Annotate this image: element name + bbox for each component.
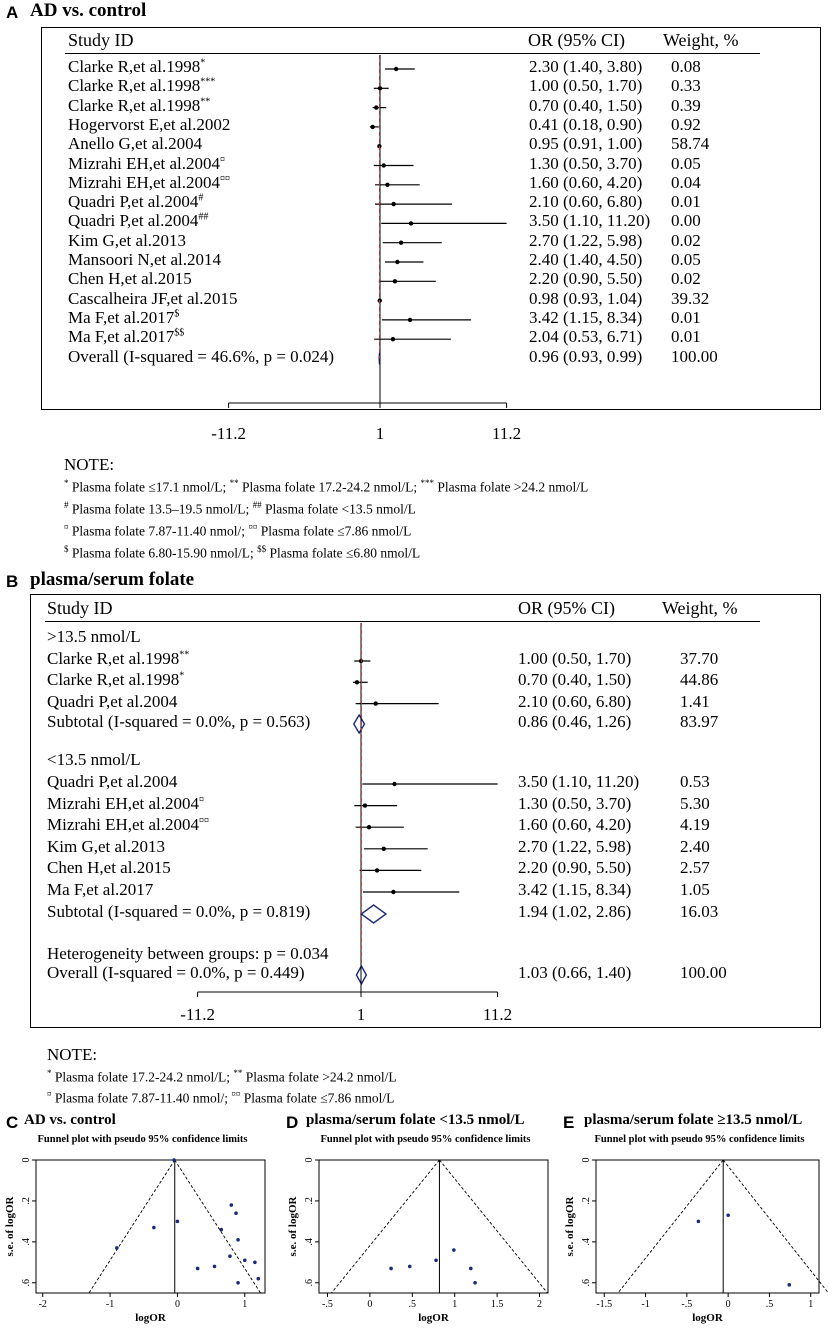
x-tick-label: -.5 (681, 1299, 693, 1310)
y-tick-label: .2 (304, 1197, 315, 1205)
subtotal-1-diamond (354, 715, 365, 733)
y-tick-label: .6 (304, 1279, 315, 1287)
study-label: Ma F,et al.2017$$ (68, 327, 185, 347)
study-label: Cascalheira JF,et al.2015 (68, 288, 238, 308)
y-axis-label: s.e. of logOR (287, 1196, 299, 1257)
x-tick-label: 1 (242, 1299, 248, 1310)
point-estimate (363, 803, 367, 807)
funnel-title: Funnel plot with pseudo 95% confidence limits (320, 1134, 531, 1145)
point-estimate (375, 868, 379, 872)
study-label: Mansoori N,et al.2014 (68, 250, 221, 269)
weight-value: 0.92 (671, 114, 701, 134)
weight-value: 0.53 (680, 772, 710, 791)
or-value: 2.30 (1.40, 3.80) (529, 57, 643, 76)
panel-a-footnote: # Plasma folate 13.5–19.5 nmol/L; ## Plasma folate <13.5 nmol/L (64, 500, 416, 517)
study-footnote-mark: $$ (174, 327, 185, 339)
or-value: 2.10 (0.60, 6.80) (518, 691, 632, 711)
x-tick-label: .5 (765, 1299, 774, 1310)
x-tick-label: 11.2 (483, 1005, 513, 1024)
or-value: 0.70 (0.40, 1.50) (518, 670, 632, 690)
study-label: Clarke R,et al.1998*** (68, 76, 216, 96)
study-point (434, 1258, 438, 1262)
weight-value: 0.01 (671, 327, 701, 347)
weight-value: 0.05 (671, 153, 701, 173)
weight-value: 0.33 (671, 76, 701, 96)
weight-value: 0.01 (671, 192, 701, 212)
panel-e-caption: plasma/serum folate ≥13.5 nmol/L (584, 1112, 803, 1128)
study-point (697, 1220, 701, 1224)
panel-b-footnote: * Plasma folate 17.2-24.2 nmol/L; ** Plasma folate >24.2 nmol/L (47, 1068, 397, 1085)
or-value: 1.30 (0.50, 3.70) (518, 793, 632, 813)
study-footnote-mark: ¤¤ (199, 815, 210, 827)
subtotal-2-diamond (361, 905, 386, 923)
weight-value: 0.04 (671, 172, 701, 192)
study-label: Quadri P,et al.2004 (47, 772, 178, 791)
panel-a-letter: A (6, 3, 19, 22)
x-tick-label: 1.5 (490, 1299, 504, 1310)
study-footnote-mark: * (179, 670, 185, 682)
study-label: Quadri P,et al.2004 (47, 691, 178, 711)
overall-weight-value: 100.00 (671, 346, 718, 366)
panel-a-footnote: $ Plasma folate 6.80-15.90 nmol/L; $$ Plasma folate ≤6.80 nmol/L (64, 544, 421, 561)
x-tick-label: -1 (641, 1299, 650, 1310)
study-footnote-mark: *** (200, 76, 216, 88)
or-value: 2.70 (1.22, 5.98) (529, 230, 643, 250)
panel-c-funnel-plot (0, 1130, 275, 1330)
x-tick-label: -1 (105, 1299, 115, 1310)
study-footnote-mark: ¤ (220, 153, 226, 165)
y-tick-label: 0 (304, 1157, 315, 1163)
study-footnote-mark: ** (179, 649, 190, 661)
study-label: Mizrahi EH,et al.2004¤¤ (47, 815, 210, 835)
x-tick-label: 0 (174, 1299, 180, 1310)
study-point (408, 1265, 412, 1269)
lower-limit-line (331, 1160, 439, 1293)
upper-limit-line (439, 1160, 547, 1293)
overall-or-value: 1.03 (0.66, 1.40) (518, 963, 632, 982)
study-point (230, 1203, 234, 1207)
y-tick-label: .4 (21, 1238, 32, 1246)
or-value: 2.40 (1.40, 4.50) (529, 250, 643, 269)
study-label: Clarke R,et al.1998** (68, 95, 211, 115)
weight-value: 0.08 (671, 57, 701, 76)
or-value: 0.70 (0.40, 1.50) (529, 95, 643, 115)
point-estimate (382, 847, 386, 851)
subtotal-1-or-value: 0.86 (0.46, 1.26) (518, 712, 632, 731)
panel-b-header-study: Study ID (47, 598, 113, 618)
lower-limit-line (89, 1160, 175, 1293)
or-value: 2.10 (0.60, 6.80) (529, 192, 643, 212)
or-value: 3.50 (1.10, 11.20) (518, 772, 640, 791)
x-tick-label: 1 (375, 424, 385, 443)
x-tick-label: -.5 (322, 1299, 333, 1310)
study-point (196, 1267, 200, 1271)
or-value: 0.95 (0.91, 1.00) (529, 134, 643, 154)
weight-value: 0.05 (671, 250, 701, 269)
or-value: 2.04 (0.53, 6.71) (529, 327, 643, 347)
panel-e-letter: E (563, 1113, 575, 1132)
weight-value: 58.74 (671, 134, 710, 154)
y-axis-label: s.e. of logOR (4, 1196, 16, 1257)
funnel-title: Funnel plot with pseudo 95% confidence limits (37, 1134, 248, 1145)
panel-d-caption: plasma/serum folate <13.5 nmol/L (306, 1112, 525, 1128)
funnel-title: Funnel plot with pseudo 95% confidence limits (594, 1134, 805, 1145)
x-axis-label: logOR (418, 1312, 449, 1324)
study-label: Chen H,et al.2015 (68, 269, 192, 289)
study-footnote-mark: ¤ (199, 793, 205, 805)
study-label: Mizrahi EH,et al.2004¤¤ (68, 172, 231, 192)
study-point (452, 1248, 456, 1252)
y-tick-label: .4 (581, 1238, 592, 1246)
panel-a-header-study: Study ID (68, 30, 134, 50)
weight-value: 4.19 (680, 815, 710, 835)
panel-a-footnote: * Plasma folate ≤17.1 nmol/L; ** Plasma folate 17.2-24.2 nmol/L; *** Plasma folate >24.2 nmol/L (64, 478, 589, 495)
overall-weight-value: 100.00 (680, 963, 727, 982)
panel-b-title: plasma/serum folate (30, 569, 195, 590)
panel-e-funnel-plot (560, 1130, 829, 1330)
study-point (115, 1246, 119, 1250)
x-tick-label: 0 (367, 1299, 373, 1310)
x-tick-label: -2 (38, 1299, 47, 1310)
panel-b-letter: B (6, 572, 19, 591)
study-point (236, 1281, 240, 1285)
y-tick-label: 0 (21, 1157, 32, 1163)
subtotal-2-or-value: 1.94 (1.02, 2.86) (518, 902, 632, 921)
x-tick-label: -11.2 (180, 1005, 215, 1024)
study-point (243, 1258, 247, 1262)
group-2-label: <13.5 nmol/L (47, 750, 141, 769)
panel-b-footnote: ¤ Plasma folate 7.87-11.40 nmol/; ¤¤ Plasma folate ≤7.86 nmol/L (47, 1089, 395, 1106)
weight-value: 1.05 (680, 880, 710, 899)
point-estimate (391, 890, 395, 894)
or-value: 1.60 (0.60, 4.20) (529, 172, 643, 192)
or-value: 3.42 (1.15, 8.34) (518, 880, 632, 899)
study-label: Chen H,et al.2015 (47, 858, 171, 878)
or-value: 3.42 (1.15, 8.34) (529, 307, 643, 327)
panel-c-caption: AD vs. control (24, 1112, 116, 1128)
weight-value: 2.40 (680, 836, 710, 856)
or-value: 0.98 (0.93, 1.04) (529, 288, 643, 308)
panel-a-note-label: NOTE: (64, 455, 115, 474)
panel-d-funnel-plot (283, 1130, 558, 1330)
y-tick-label: .4 (304, 1238, 315, 1246)
study-point (219, 1228, 223, 1232)
or-value: 3.50 (1.10, 11.20) (529, 211, 651, 231)
study-footnote-mark: ## (198, 211, 209, 223)
point-estimate (374, 701, 378, 705)
study-point (213, 1265, 217, 1269)
y-tick-label: 0 (581, 1157, 592, 1163)
study-point (253, 1261, 257, 1265)
study-label: Quadri P,et al.2004## (68, 211, 209, 231)
x-tick-label: -1.5 (596, 1299, 613, 1310)
study-point (172, 1158, 176, 1162)
weight-value: 5.30 (680, 793, 710, 813)
study-footnote-mark: $ (174, 308, 180, 320)
weight-value: 39.32 (671, 288, 710, 308)
point-estimate (392, 782, 396, 786)
study-footnote-mark: ** (200, 95, 211, 107)
weight-value: 0.02 (671, 230, 701, 250)
study-point (236, 1238, 240, 1242)
study-footnote-mark: ¤¤ (220, 173, 231, 185)
panel-a-header-or: OR (95% CI) (528, 30, 625, 50)
x-tick-label: .5 (408, 1299, 417, 1310)
or-value: 0.41 (0.18, 0.90) (529, 114, 643, 134)
study-label: Kim G,et al.2013 (47, 836, 166, 856)
study-point (176, 1220, 180, 1224)
study-label: Clarke R,et al.1998** (47, 649, 190, 668)
y-tick-label: .2 (21, 1197, 32, 1205)
study-label: Ma F,et al.2017 (47, 880, 154, 899)
or-value: 1.00 (0.50, 1.70) (518, 649, 632, 668)
subtotal-2-weight-value: 16.03 (680, 902, 719, 921)
weight-value: 44.86 (680, 670, 719, 690)
study-point (228, 1254, 232, 1258)
study-point (726, 1213, 730, 1217)
upper-limit-line (175, 1160, 261, 1293)
weight-value: 0.01 (671, 307, 701, 327)
panel-b-note-label: NOTE: (47, 1045, 98, 1064)
study-footnote-mark: * (200, 57, 206, 69)
panel-c-letter: C (6, 1113, 19, 1132)
x-tick-label: 1 (808, 1299, 814, 1310)
point-estimate (355, 680, 359, 684)
weight-value: 1.41 (680, 691, 710, 711)
overall-or-value: 0.96 (0.93, 0.99) (529, 346, 643, 366)
or-value: 1.60 (0.60, 4.20) (518, 815, 632, 835)
study-label: Mizrahi EH,et al.2004¤ (68, 153, 226, 173)
study-point (473, 1281, 477, 1285)
weight-value: 2.57 (680, 858, 710, 878)
study-point (256, 1277, 260, 1281)
subtotal-1-label: Subtotal (I-squared = 0.0%, p = 0.563) (47, 712, 311, 731)
or-value: 2.20 (0.90, 5.50) (518, 858, 632, 878)
weight-value: 37.70 (680, 649, 719, 668)
x-tick-label: 11.2 (492, 424, 522, 443)
study-label: Clarke R,et al.1998* (47, 670, 185, 690)
plot-frame (36, 1160, 265, 1293)
study-label: Ma F,et al.2017$ (68, 307, 180, 327)
panel-d-letter: D (286, 1113, 299, 1132)
study-label: Kim G,et al.2013 (68, 230, 187, 250)
or-value: 1.00 (0.50, 1.70) (529, 76, 643, 96)
study-label: Clarke R,et al.1998* (68, 57, 206, 76)
weight-value: 0.00 (671, 211, 701, 231)
study-point (234, 1211, 238, 1215)
study-label: Mizrahi EH,et al.2004¤ (47, 793, 205, 813)
y-tick-label: .6 (21, 1279, 32, 1287)
panel-b-header-weight: Weight, % (662, 598, 738, 618)
study-label: Anello G,et al.2004 (68, 134, 203, 154)
plot-frame (319, 1160, 548, 1293)
or-value: 2.20 (0.90, 5.50) (529, 269, 643, 289)
study-point (389, 1267, 393, 1271)
weight-value: 0.39 (671, 95, 701, 115)
or-value: 1.30 (0.50, 3.70) (529, 153, 643, 173)
point-estimate (367, 825, 371, 829)
x-tick-label: 1 (452, 1299, 458, 1310)
subtotal-2-label: Subtotal (I-squared = 0.0%, p = 0.819) (47, 902, 311, 921)
group-1-label: >13.5 nmol/L (47, 627, 141, 646)
upper-limit-line (723, 1160, 828, 1293)
overall-label: Overall (I-squared = 46.6%, p = 0.024) (68, 346, 335, 366)
y-axis-label: s.e. of logOR (564, 1196, 576, 1257)
lower-limit-line (618, 1160, 723, 1293)
study-point (469, 1267, 473, 1271)
x-tick-label: 1 (356, 1005, 366, 1024)
y-tick-label: .2 (581, 1197, 592, 1205)
study-point (787, 1283, 791, 1287)
x-axis-label: logOR (692, 1312, 723, 1324)
or-value: 2.70 (1.22, 5.98) (518, 836, 632, 856)
overall-label: Overall (I-squared = 0.0%, p = 0.449) (47, 963, 305, 982)
x-tick-label: -11.2 (211, 424, 246, 443)
panel-b-header-or: OR (95% CI) (518, 598, 615, 618)
panel-a-title: AD vs. control (30, 0, 147, 21)
study-label: Hogervorst E,et al.2002 (68, 114, 231, 134)
weight-value: 0.02 (671, 269, 701, 289)
panel-a-footnote: ¤ Plasma folate 7.87-11.40 nmol/; ¤¤ Plasma folate ≤7.86 nmol/L (64, 522, 412, 539)
study-footnote-mark: # (198, 192, 204, 204)
y-tick-label: .6 (581, 1279, 592, 1287)
subtotal-1-weight-value: 83.97 (680, 712, 719, 731)
x-tick-label: 2 (537, 1299, 543, 1310)
x-axis-label: logOR (135, 1312, 166, 1324)
study-label: Quadri P,et al.2004# (68, 192, 204, 212)
panel-a-header-weight: Weight, % (663, 30, 739, 50)
heterogeneity-label: Heterogeneity between groups: p = 0.034 (47, 944, 329, 963)
study-point (152, 1226, 156, 1230)
x-tick-label: 0 (725, 1299, 731, 1310)
